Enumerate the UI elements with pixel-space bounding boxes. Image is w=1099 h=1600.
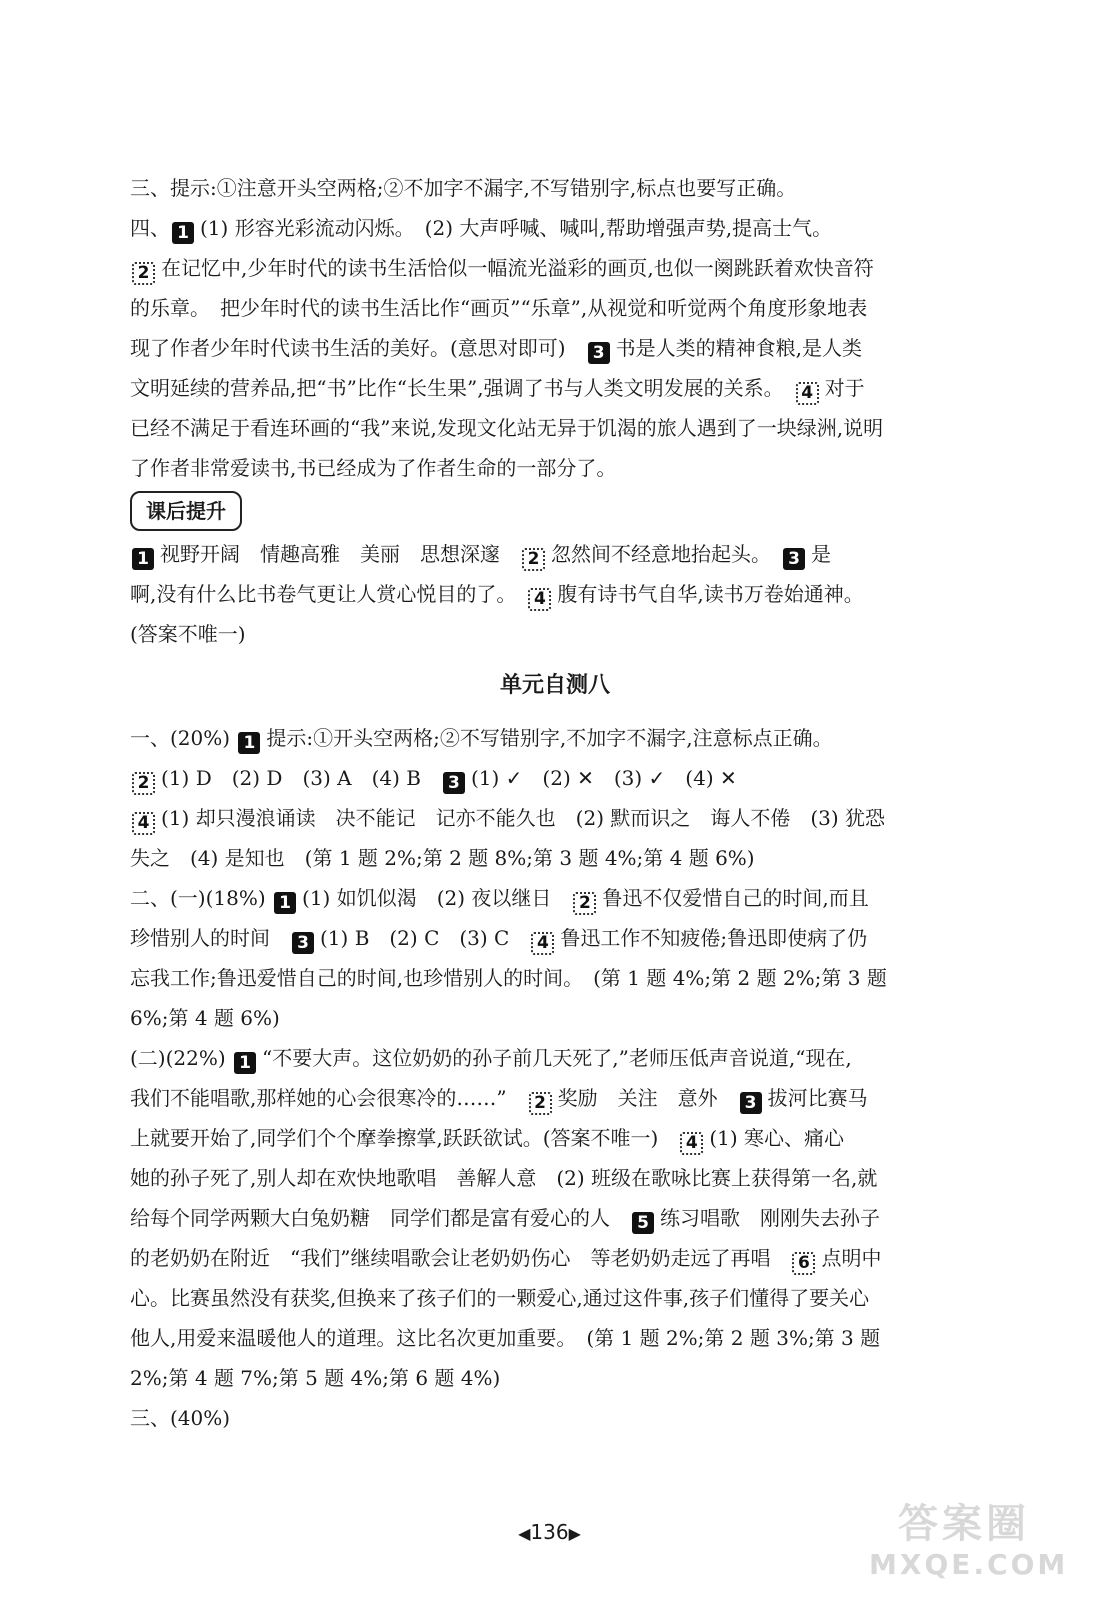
line-text: (二)(22%) (130, 1046, 233, 1070)
answer-line (130, 1278, 980, 1318)
answer-line (130, 288, 980, 328)
answer-line (130, 838, 980, 878)
line-text: 他人,用爱来温暖他人的道理。这比名次更加重要。 (第 1 题 2%;第 2 题 3%;第 3 题 (130, 1326, 881, 1350)
line-text: 鲁迅工作不知疲倦;鲁迅即使病了仍 (560, 926, 868, 950)
line-text: 三、(40%) (130, 1406, 231, 1430)
question-number-badge: 6 (792, 1252, 815, 1275)
line-text: 6%;第 4 题 6%) (130, 1006, 280, 1030)
watermark-top: 答案圈 (898, 1501, 1030, 1547)
question-number-badge: 3 (443, 772, 465, 794)
line-text: 失之 (4) 是知也 (第 1 题 2%;第 2 题 8%;第 3 题 4%;第 4 题 6%) (130, 846, 755, 870)
answer-line (130, 1198, 980, 1238)
line-text: 视野开阔 情趣高雅 美丽 思想深邃 (160, 542, 520, 566)
watermark (869, 1500, 1069, 1590)
question-number-badge: 4 (528, 588, 551, 611)
line-text: 奖励 关注 意外 (557, 1086, 738, 1110)
arrow-left-icon: ◀ (518, 1524, 531, 1543)
answer-line (130, 798, 980, 838)
line-text: (1) 形容光彩流动闪烁。 (2) 大声呼喊、喊叫,帮助增强声势,提高士气。 (200, 216, 833, 240)
line-text: 在记忆中,少年时代的读书生活恰似一幅流光溢彩的画页,也似一阕跳跃着欢快音符 (161, 256, 874, 280)
answer-line (130, 878, 980, 918)
answer-line (130, 998, 980, 1038)
question-number-badge: 2 (522, 548, 545, 571)
line-text: 已经不满足于看连环画的“我”来说,发现文化站无异于饥渴的旅人遇到了一块绿洲,说明 (130, 416, 884, 440)
line-text: 练习唱歌 刚刚失去孙子 (660, 1206, 880, 1230)
answer-line (130, 574, 980, 614)
question-number-badge: 4 (132, 812, 155, 835)
answer-line (130, 534, 980, 574)
answer-line (130, 1398, 980, 1438)
answer-line (130, 248, 980, 288)
line-text: 二、(一)(18%) (130, 886, 273, 910)
line-text: 文明延续的营养品,把“书”比作“长生果”,强调了书与人类文明发展的关系。 (130, 376, 794, 400)
question-number-badge: 3 (740, 1092, 762, 1114)
question-number-badge: 4 (680, 1132, 703, 1155)
line-text: (1) ✓ (2) ✕ (3) ✓ (4) ✕ (470, 766, 737, 790)
line-text: (1) 寒心、痛心 (709, 1126, 845, 1150)
question-number-badge: 3 (292, 932, 314, 954)
line-text: 心。比赛虽然没有获奖,但换来了孩子们的一颗爱心,通过这件事,孩子们懂得了要关心 (130, 1286, 870, 1310)
line-text: 忘我工作;鲁迅爱惜自己的时间,也珍惜别人的时间。 (第 1 题 4%;第 2 题 2%;第 3 题 (130, 966, 887, 990)
answer-line (130, 408, 980, 448)
answer-line (130, 168, 980, 208)
answer-line (130, 1078, 980, 1118)
question-number-badge: 1 (238, 732, 260, 754)
question-number-badge: 1 (274, 892, 296, 914)
line-text: 鲁迅不仅爱惜自己的时间,而且 (602, 886, 869, 910)
line-text: 现了作者少年时代读书生活的美好。(意思对即可) (130, 336, 586, 360)
line-text: 书是人类的精神食粮,是人类 (615, 336, 862, 360)
line-text: (1) 却只漫浪诵读 决不能记 记亦不能久也 (2) 默而识之 诲人不倦 (3) 犹恐 (161, 806, 886, 830)
line-text: (1) 如饥似渴 (2) 夜以继日 (302, 886, 572, 910)
line-text: 珍惜别人的时间 (130, 926, 290, 950)
question-number-badge: 5 (632, 1212, 654, 1234)
answer-line (130, 1158, 980, 1198)
line-text: 给每个同学两颗大白兔奶糖 同学们都是富有爱心的人 (130, 1206, 630, 1230)
answer-line (130, 758, 980, 798)
answer-line (130, 328, 980, 368)
line-text: 2%;第 4 题 7%;第 5 题 4%;第 6 题 4%) (130, 1366, 501, 1390)
line-text: 我们不能唱歌,那样她的心会很寒冷的……” (130, 1086, 527, 1110)
line-text: 一、(20%) (130, 726, 237, 750)
answer-line (130, 208, 980, 248)
page-title: 单元自测八 (499, 673, 610, 698)
line-text: 是 (811, 542, 831, 566)
arrow-right-icon: ▶ (568, 1524, 581, 1543)
line-text: 对于 (824, 376, 865, 400)
line-text: 腹有诗书气自华,读书万卷始通神。 (557, 582, 864, 606)
page-number-text: 136 (530, 1520, 569, 1544)
question-number-badge: 2 (573, 892, 596, 915)
question-number-badge: 1 (234, 1052, 256, 1074)
line-text: 上就要开始了,同学们个个摩拳擦掌,跃跃欲试。(答案不唯一) (130, 1126, 679, 1150)
line-text: (答案不唯一) (130, 622, 246, 646)
line-text: 她的孙子死了,别人却在欢快地歌唱 善解人意 (2) 班级在歌咏比赛上获得第一名,就 (130, 1166, 878, 1190)
answer-line (130, 1238, 980, 1278)
line-text: 三、提示:①注意开头空两格;②不加字不漏字,不写错别字,标点也要写正确。 (130, 176, 797, 200)
question-number-badge: 1 (172, 222, 194, 244)
watermark-bottom: MXQE.COM (869, 1548, 1069, 1581)
question-number-badge: 2 (132, 772, 155, 795)
question-number-badge: 2 (529, 1092, 552, 1115)
line-text: “不要大声。这位奶奶的孙子前几天死了,”老师压低声音说道,“现在, (262, 1046, 852, 1070)
answer-line (130, 1118, 980, 1158)
section-tag: 课后提升 (130, 491, 242, 531)
answer-line (130, 718, 980, 758)
line-text: 了作者非常爱读书,书已经成为了作者生命的一部分了。 (130, 456, 617, 480)
answer-line (130, 1318, 980, 1358)
line-text: 拔河比赛马 (767, 1086, 868, 1110)
line-text: 四、 (130, 216, 170, 240)
line-text: (1) D (2) D (3) A (4) B (161, 766, 441, 790)
line-text: 点明中 (821, 1246, 882, 1270)
answer-line (130, 448, 980, 488)
line-text: 啊,没有什么比书卷气更让人赏心悦目的了。 (130, 582, 527, 606)
answer-line (130, 1358, 980, 1398)
line-text: 的乐章。 把少年时代的读书生活比作“画页”“乐章”,从视觉和听觉两个角度形象地表 (130, 296, 868, 320)
question-number-badge: 3 (783, 548, 805, 570)
answer-line (130, 614, 980, 654)
line-text: 提示:①开头空两格;②不写错别字,不加字不漏字,注意标点正确。 (266, 726, 833, 750)
line-text: 的老奶奶在附近 “我们”继续唱歌会让老奶奶伤心 等老奶奶走远了再唱 (130, 1246, 791, 1270)
question-number-badge: 2 (132, 262, 155, 285)
answer-line (130, 958, 980, 998)
answer-line (130, 1038, 980, 1078)
answer-line (130, 918, 980, 958)
question-number-badge: 4 (796, 382, 819, 405)
answer-content (130, 168, 980, 1438)
line-text: (1) B (2) C (3) C (320, 926, 530, 950)
line-text: 忽然间不经意地抬起头。 (551, 542, 781, 566)
question-number-badge: 1 (132, 548, 154, 570)
answer-line (130, 368, 980, 408)
section-header (130, 488, 980, 534)
question-number-badge: 3 (588, 342, 610, 364)
question-number-badge: 4 (531, 932, 554, 955)
